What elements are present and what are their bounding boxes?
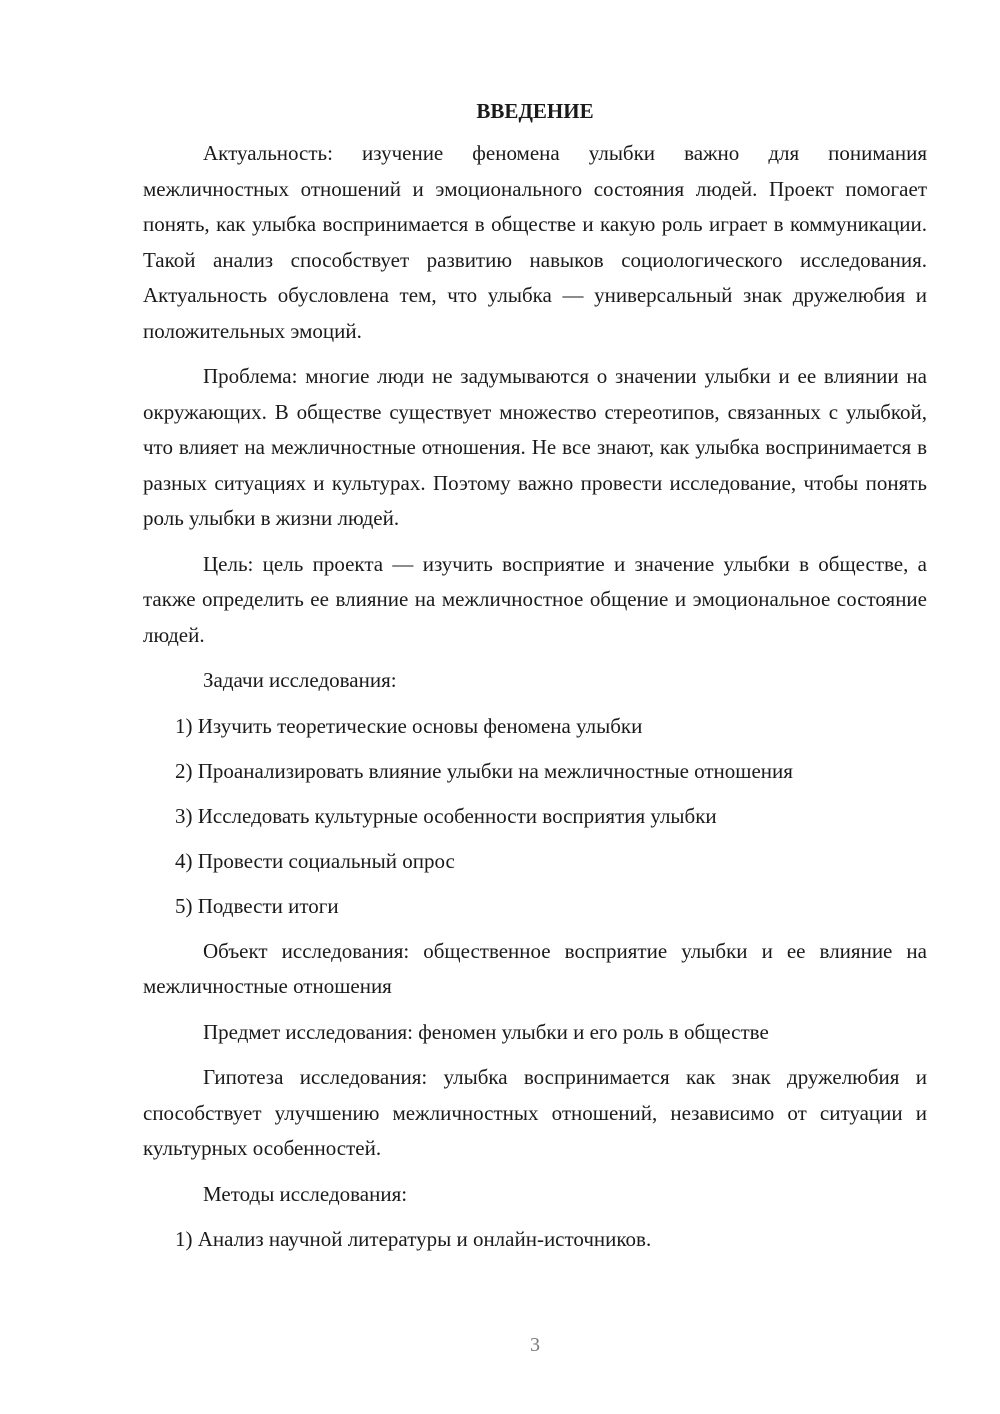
tasks-title: Задачи исследования: [203,668,397,692]
relevance-paragraph: Актуальность: изучение феномена улыбки важно для понимания межличностных отношений и эмоционального состояния людей. Проект помогает понять, как улыбка воспринимается в обществе и какую роль играет в коммуникации. Такой анализ способствует развитию навыков социологического исследования. Актуальность обусловлена тем, что улыбка — универсальный знак дружелюбия и положительных эмоций. [143,141,927,343]
subject-paragraph: Предмет исследования: феномен улыбки и его роль в обществе [203,1019,769,1044]
page-number: 3 [530,1334,540,1356]
problem-paragraph: Проблема: многие люди не задумываются о значении улыбки и ее влиянии на окружающих. В обществе существует множество стереотипов, связанных с улыбкой, что влияет на межличностные отношения. Не все знают, как улыбка воспринимается в разных ситуациях и культурах. Поэтому важно провести исследование, чтобы понять роль улыбки в жизни людей. [143,364,927,530]
task-item: 5) Подвести итоги [175,893,339,918]
section-heading: ВВЕДЕНИЕ [476,99,594,123]
methods-title: Методы исследования: [203,1181,408,1206]
object-paragraph: Объект исследования: общественное восприятие улыбки и ее влияние на межличностные отношения [143,938,927,998]
task-item: 1) Изучить теоретические основы феномена улыбки [175,713,643,738]
task-item: 4) Провести социальный опрос [175,848,455,873]
task-item: 2) Проанализировать влияние улыбки на межличностные отношения [175,758,793,783]
goal-paragraph: Цель: цель проекта — изучить восприятие и значение улыбки в обществе, а также определить ее влияние на межличностное общение и эмоциональное состояние людей. [143,551,927,647]
hypothesis-paragraph: Гипотеза исследования: улыбка воспринимается как знак дружелюбия и способствует улучшению межличностных отношений, независимо от ситуации и культурных особенностей. [143,1065,927,1160]
task-item: 3) Исследовать культурные особенности восприятия улыбки [175,803,717,828]
method-item: 1) Анализ научной литературы и онлайн-источников. [175,1227,652,1251]
page-content [143,96,927,1267]
